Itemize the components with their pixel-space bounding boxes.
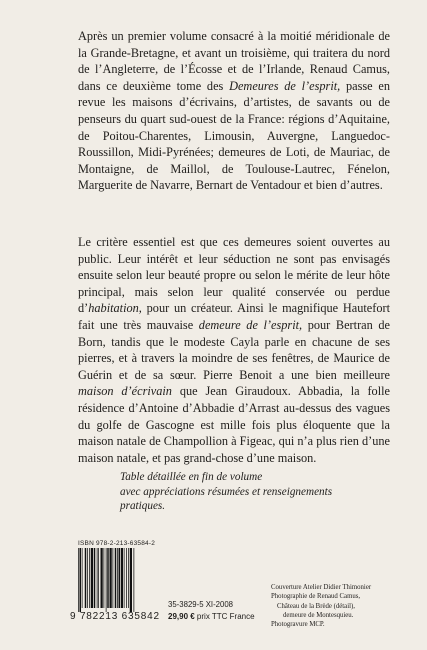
barcode-bar [134,548,135,612]
barcode-bar [98,548,99,608]
contents-note-line-1: Table détaillée en fin de volume [120,471,263,483]
summary-text-2d: que Jean Giraudoux. Abbadia, la folle résidence d’Antoine d’Abbadie d’Arrast au-dessus des vagues du golfe de Gascogne est mille fois plus éloquente que la maison natale de Champollion à Figeac, qui n’a plus rien d’une maison natale, et pas grand-chose d’une maison. [78,384,390,465]
barcode-bar [124,548,125,608]
barcode-bar [110,548,112,608]
barcode-bar [97,548,98,608]
barcode-bar [126,548,127,608]
barcode-bar [82,548,83,608]
summary-text-2a: Le critère essentiel est que ces demeures soient ouvertes au public. Leur intérêt et leur séduction ne sont pas envisagés ensuite selon leur beauté propre ou selon le mérite de leur hôte principal, mais selon leur qualité conservée ou perdue d’ [78,235,390,316]
barcode-bar [113,548,114,608]
barcode-bar [80,548,82,612]
italic-maison: maison d’écrivain [78,384,172,399]
price-amount: 29,90 € [168,612,195,621]
print-code: 35-3829-5 XI-2008 [168,600,234,609]
barcode-bar [115,548,117,608]
summary-text-2c: pour Bertran de Born, tandis que le modeste Cayla parle en chacune de ses pierres, et à travers la moindre de ses fenêtres, de Maurice de Guérin et de sa sœur. Pierre Benoit a une bien meilleure [78,317,390,382]
barcode-bar [91,548,93,608]
barcode-bar [85,548,87,608]
summary-text-2b: pour un créateur. Ainsi le magnifique Hautefort fait une très mauvaise [78,301,390,332]
barcode-digits: 9 782213 635842 [70,611,160,622]
summary-text-1b: passe en revue les maisons d’écrivains, d’artistes, de savants ou de penseurs du quart sud-ouest de la France: régions d’Aquitaine, de Poitou-Charentes, Limousin, Auvergne, Languedoc-Roussillon, Midi-Pyrénées; demeures de Loti, de Mauriac, de Montaigne, de Maillol, de Toulouse-Lautrec, Fénelon, Marguerite de Navarre, Bernart de Ventadour et bien d’autres. [78,78,391,193]
barcode-bar [104,548,105,608]
summary-text-1a: Après un premier volume consacré à la moitié méridionale de la Grande-Bretagne, et avant un troisième, qui traitera du nord de l’Angleterre, de l’Écosse et de l’Irlande, Renaud Camus, dans ce deuxième tome des [78,29,390,93]
credit-line: Photographie de Renaud Camus, [271,593,361,601]
summary-paragraph-1 [78,28,390,194]
contents-note [120,470,360,514]
barcode-bar [121,548,123,608]
barcode-bar [119,548,121,608]
credit-line: Photogravure MCP. [271,621,325,629]
credit-line: Couverture Atelier Didier Thimonier [271,584,372,591]
credit-line: demeure de Montesquieu. [283,611,354,619]
credit-line: Château de la Brède (détail), [277,602,355,610]
summary-paragraph-2 [78,234,390,466]
italic-demeure: demeure de l’esprit, [198,317,303,332]
barcode-bar [94,548,96,608]
barcode-graphic [78,548,152,612]
barcode-bar [101,548,103,608]
barcode-bar [130,548,132,612]
barcode-bar [87,548,88,608]
italic-habitation: habitation, [88,301,142,316]
book-title-italic: Demeures de l’esprit, [229,78,341,93]
barcode-bar [78,548,79,612]
barcode-bar [117,548,118,608]
barcode-bar [106,548,107,612]
cover-credits [271,583,411,629]
contents-note-line-2: avec appréciations résumées et renseignements pratiques. [120,485,333,512]
isbn-label: ISBN 978-2-213-63584-2 [78,540,156,547]
price-suffix: prix TTC France [194,612,255,621]
barcode-bar [128,548,129,608]
price [168,612,255,621]
barcode-bar [89,548,90,608]
barcode-bar [107,548,109,608]
